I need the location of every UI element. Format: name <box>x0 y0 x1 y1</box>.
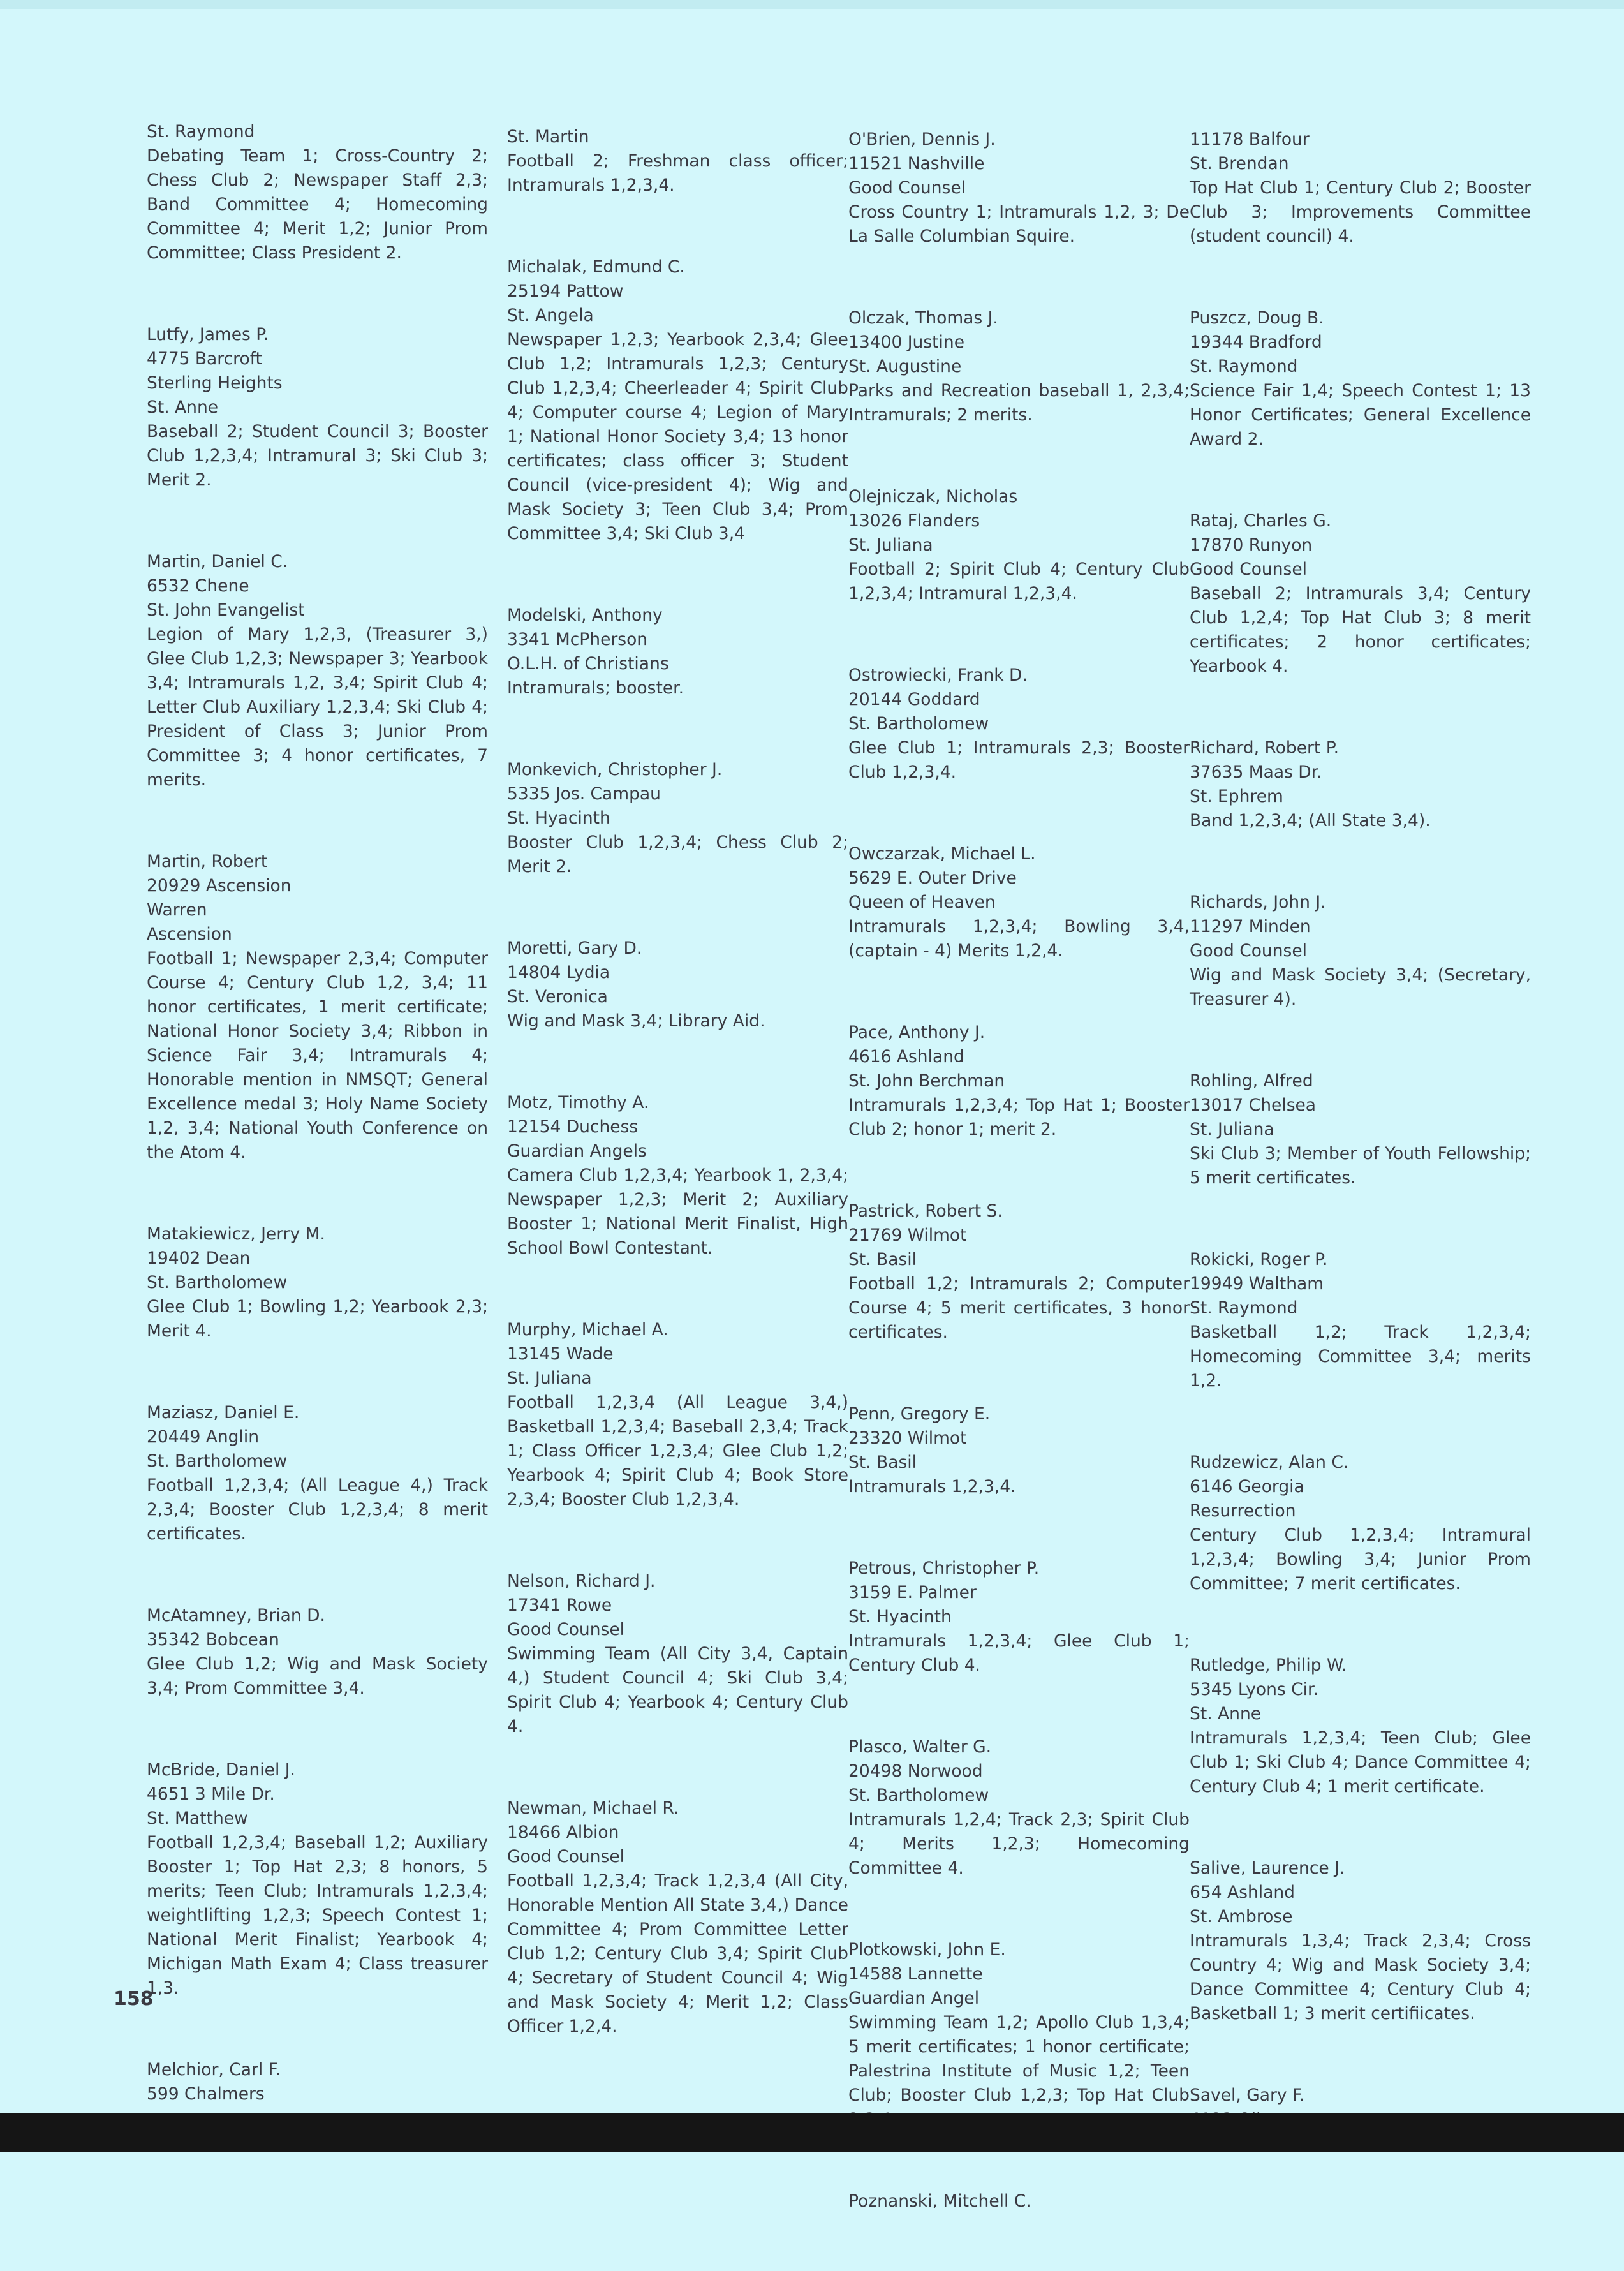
student-entry <box>507 1569 848 1739</box>
column-2 <box>507 125 848 2096</box>
entry-activities: Intramurals 1,2,3,4; Teen Club; Glee Club 1; Ski Club 4; Dance Committee 4; Century Club 4; 1 merit certificate. <box>1190 1728 1531 1796</box>
entry-activities: Football 1,2,3,4; Track 1,2,3,4 (All City, Honorable Mention All State 3,4,) Dance Committee 4; Prom Committee Letter Club 1,2; Century Club 3,4; Spirit Club 4; Secretary of Student Council 4; Wig and Mask Society 4; Merit 1,2; Class Officer 1,2,4. <box>507 1871 848 2036</box>
entry-activities: Intramurals 1,2,4; Track 2,3; Spirit Club 4; Merits 1,2,3; Homecoming Committee 4. <box>848 1810 1190 1878</box>
entry-activities: Basketball 1,2; Track 1,2,3,4; Homecoming Committee 3,4; merits 1,2. <box>1190 1322 1531 1391</box>
entry-heading: Richard, Robert P. <box>1190 738 1340 758</box>
entry-line: 37635 Maas Dr. <box>1190 762 1322 782</box>
entry-line: 19402 Dean <box>147 1248 251 1268</box>
entry-line: 20498 Norwood <box>848 1761 983 1781</box>
student-entry <box>147 850 488 1165</box>
entry-heading: Matakiewicz, Jerry M. <box>147 1224 325 1244</box>
entry-line: St. Augustine <box>848 357 962 376</box>
column-4 <box>1190 128 1531 2189</box>
student-entry <box>507 1091 848 1261</box>
entry-heading: St. Martin <box>507 127 589 147</box>
entry-line: 19344 Bradford <box>1190 332 1322 352</box>
entry-line: 17341 Rowe <box>507 1595 612 1615</box>
student-entry <box>1190 1653 1531 1799</box>
entry-line: St. Bartholomew <box>147 1451 288 1471</box>
entry-line: 20929 Ascension <box>147 876 292 896</box>
entry-line: Good Counsel <box>1190 559 1307 579</box>
entry-line: St. John Evangelist <box>147 600 305 620</box>
entry-activities: Intramurals 1,3,4; Track 2,3,4; Cross Country 4; Wig and Mask Society 3,4; Dance Committee 4; Century Club 4; Basketball 1; 3 merit certifiicates. <box>1190 1931 1531 2023</box>
entry-heading: Rutledge, Philip W. <box>1190 1655 1347 1675</box>
student-entry <box>848 1402 1190 1499</box>
entry-line: 4651 3 Mile Dr. <box>147 1784 275 1804</box>
entry-activities: Debating Team 1; Cross-Country 2; Chess Club 2; Newspaper Staff 2,3; Band Committee 4; Homecoming Committee 4; Merit 1,2; Junior Prom Committee; Class President 2. <box>147 146 488 263</box>
entry-activities: Football 2; Freshman class officer; Intramurals 1,2,3,4. <box>507 151 848 195</box>
entry-line: 5629 E. Outer Drive <box>848 868 1017 888</box>
student-entry <box>147 1401 488 1546</box>
entry-line: St. Veronica <box>507 987 608 1007</box>
entry-heading: Lutfy, James P. <box>147 325 269 344</box>
student-entry <box>1190 128 1531 249</box>
entry-heading: Pastrick, Robert S. <box>848 1201 1003 1221</box>
entry-activities: Intramurals 1,2,3,4. <box>848 1477 1016 1497</box>
entry-line: Queen of Heaven <box>848 892 996 912</box>
entry-heading: Maziasz, Daniel E. <box>147 1403 300 1423</box>
entry-activities: Swimming Team 1,2; Apollo Club 1,3,4; 5 merit certificates; 1 honor certificate; Palestrina Institute of Music 1,2; Teen Club; Booster Club 1,2,3; Top Hat Club <box>848 2013 1190 2105</box>
entry-heading: Murphy, Michael A. <box>507 1320 668 1340</box>
entry-line: 5345 Lyons Cir. <box>1190 1680 1318 1699</box>
entry-activities: Intramurals 1,2,3,4; Bowling 3,4, (captain - 4) Merits 1,2,4. <box>848 917 1190 961</box>
entry-activities: Band 1,2,3,4; (All State 3,4). <box>1190 811 1431 831</box>
entry-activities: Wig and Mask 3,4; Library Aid. <box>507 1011 765 1031</box>
entry-heading: St. Raymond <box>147 122 255 142</box>
entry-line: Ascension <box>147 924 232 944</box>
entry-line: 599 Chalmers <box>147 2084 265 2104</box>
student-entry <box>147 2058 488 2106</box>
entry-line: 4775 Barcroft <box>147 349 262 369</box>
entry-activities: Ski Club 3; Member of Youth Fellowship; 5 merit certificates. <box>1190 1144 1531 1188</box>
entry-activities: Baseball 2; Intramurals 3,4; Century Club 1,2,4; Top Hat Club 3; 8 merit certificates; 2 honor certificates; Yearbook 4. <box>1190 584 1531 676</box>
entry-line: 12154 Duchess <box>507 1117 639 1137</box>
student-entry <box>1190 1856 1531 2026</box>
entry-heading: Puszcz, Doug B. <box>1190 308 1324 328</box>
student-entry <box>507 1318 848 1512</box>
entry-activities: Intramurals 1,2,3,4; Top Hat 1; Booster Club 2; honor 1; merit 2. <box>848 1095 1190 1139</box>
student-entry <box>848 663 1190 785</box>
student-entry <box>1190 306 1531 452</box>
student-entry <box>848 1199 1190 1345</box>
entry-heading: Melchior, Carl F. <box>147 2060 281 2080</box>
student-entry <box>848 1557 1190 1678</box>
entry-line: 17870 Runyon <box>1190 535 1313 555</box>
entry-line: St. John Berchman <box>848 1071 1005 1091</box>
entry-line: St. Matthew <box>147 1809 248 1828</box>
entry-line: St. Juliana <box>507 1368 592 1388</box>
entry-activities: Football 1,2; Intramurals 2; Computer Course 4; 5 merit certificates, 3 honor certificates. <box>848 1274 1190 1342</box>
student-entry <box>848 1021 1190 1142</box>
student-entry <box>507 125 848 198</box>
student-entry <box>848 2189 1190 2214</box>
entry-line: St. Angela <box>507 306 594 325</box>
student-entry <box>507 1796 848 2039</box>
student-entry <box>507 255 848 546</box>
entry-heading: Nelson, Richard J. <box>507 1571 656 1591</box>
entry-line: St. Bartholomew <box>147 1273 288 1292</box>
entry-heading: Rataj, Charles G. <box>1190 511 1332 531</box>
entry-heading: Rokicki, Roger P. <box>1190 1250 1328 1269</box>
entry-line: Warren <box>147 900 207 920</box>
entry-line: St. Hyacinth <box>507 808 610 828</box>
entry-activities: Glee Club 1; Bowling 1,2; Yearbook 2,3; Merit 4. <box>147 1297 488 1341</box>
entry-activities: Cross Country 1; Intramurals 1,2, 3; De La Salle Columbian Squire. <box>848 202 1190 246</box>
entry-line: 6532 Chene <box>147 576 249 596</box>
entry-activities: Top Hat Club 1; Century Club 2; Booster Club 3; Improvements Committee (student council) 4. <box>1190 178 1531 246</box>
entry-heading: Newman, Michael R. <box>507 1798 679 1818</box>
entry-activities: Booster Club 1,2,3,4; Chess Club 2; Merit 2. <box>507 832 848 877</box>
entry-activities: Swimming Team (All City 3,4, Captain 4,) Student Council 4; Ski Club 3,4; Spirit Club 4; Yearbook 4; Century Club 4. <box>507 1644 848 1736</box>
entry-heading: Petrous, Christopher P. <box>848 1558 1040 1578</box>
student-entry <box>1190 1451 1531 1596</box>
entry-line: St. Ambrose <box>1190 1907 1293 1927</box>
entry-heading: Michalak, Edmund C. <box>507 257 685 277</box>
entry-heading: Rohling, Alfred <box>1190 1071 1313 1091</box>
student-entry <box>1190 891 1531 1012</box>
entry-heading: Motz, Timothy A. <box>507 1093 649 1113</box>
entry-line: 13017 Chelsea <box>1190 1095 1317 1115</box>
student-entry <box>848 128 1190 249</box>
student-entry <box>1190 736 1531 833</box>
entry-heading: McAtamney, Brian D. <box>147 1606 325 1625</box>
entry-activities: Century Club 1,2,3,4; Intramural 1,2,3,4; Bowling 3,4; Junior Prom Committee; 7 merit certificates. <box>1190 1525 1531 1594</box>
student-entry <box>507 936 848 1033</box>
entry-line: 18466 Albion <box>507 1823 619 1842</box>
entry-heading: Owczarzak, Michael L. <box>848 844 1036 864</box>
entry-heading: Modelski, Anthony <box>507 605 663 625</box>
entry-activities: Baseball 2; Student Council 3; Booster Club 1,2,3,4; Intramural 3; Ski Club 3; Merit 2. <box>147 422 488 490</box>
entry-heading: 11178 Balfour <box>1190 129 1310 149</box>
entry-activities: Football 1,2,3,4 (All League 3,4,) Basketball 1,2,3,4; Baseball 2,3,4; Track 1; Class Officer 1,2,3,4; Glee Club 1,2; Yearbook 4; Spirit Club 4; Book Store 2,3,4; Booster Club 1,2,3,4. <box>507 1393 848 1509</box>
entry-line: 23320 Wilmot <box>848 1428 967 1448</box>
entry-activities: Wig and Mask Society 3,4; (Secretary, Treasurer 4). <box>1190 965 1531 1009</box>
entry-heading: Penn, Gregory E. <box>848 1404 991 1424</box>
entry-line: 25194 Pattow <box>507 281 624 301</box>
entry-line: 14588 Lannette <box>848 1964 983 1984</box>
entry-heading: Monkevich, Christopher J. <box>507 760 723 780</box>
entry-line: 13400 Justine <box>848 332 964 352</box>
entry-line: 19949 Waltham <box>1190 1274 1324 1294</box>
column-1 <box>147 120 488 2164</box>
entry-heading: Richards, John J. <box>1190 892 1326 912</box>
column-3 <box>848 128 1190 2271</box>
entry-line: 11521 Nashville <box>848 154 985 174</box>
entry-line: 4616 Ashland <box>848 1047 964 1067</box>
entry-heading: Olejniczak, Nicholas <box>848 487 1018 507</box>
entry-heading: Ostrowiecki, Frank D. <box>848 665 1028 685</box>
entry-line: Guardian Angels <box>507 1141 647 1161</box>
top-edge-band <box>0 0 1624 9</box>
entry-line: St. Juliana <box>848 535 933 555</box>
entry-heading: Olczak, Thomas J. <box>848 308 998 328</box>
student-entry <box>848 1938 1190 2132</box>
entry-heading: O'Brien, Dennis J. <box>848 129 996 149</box>
entry-activities: Glee Club 1,2; Wig and Mask Society 3,4; Prom Committee 3,4. <box>147 1654 488 1698</box>
entry-line: St. Basil <box>848 1453 917 1472</box>
entry-line: 21769 Wilmot <box>848 1225 967 1245</box>
entry-activities: Legion of Mary 1,2,3, (Treasurer 3,) Glee Club 1,2,3; Newspaper 3; Yearbook 3,4; Intramurals 1,2, 3,4; Spirit Club 4; Letter Club Auxiliary 1,2,3,4; Ski Club 4; President of Class 3; Junior Prom Committee 3; 4 honor certificates, 7 merits. <box>147 625 488 790</box>
student-entry <box>507 603 848 700</box>
student-entry <box>147 1604 488 1701</box>
entry-line: St. Bartholomew <box>848 714 989 734</box>
entry-line: St. Juliana <box>1190 1120 1274 1139</box>
entry-heading: Savel, Gary F. <box>1190 2085 1305 2105</box>
student-entry <box>848 306 1190 427</box>
entry-line: St. Anne <box>1190 1704 1262 1724</box>
student-entry <box>1190 1248 1531 1393</box>
entry-heading: Salive, Laurence J. <box>1190 1858 1345 1878</box>
entry-activities: Intramurals 1,2,3,4; Glee Club 1; Century Club 4. <box>848 1631 1190 1675</box>
entry-heading: Poznanski, Mitchell C. <box>848 2191 1031 2211</box>
entry-heading: Martin, Daniel C. <box>147 552 288 572</box>
entry-heading: Plasco, Walter G. <box>848 1737 992 1757</box>
entry-line: O.L.H. of Christians <box>507 654 669 674</box>
entry-line: St. Raymond <box>1190 357 1298 376</box>
entry-line: St. Ephrem <box>1190 787 1283 806</box>
entry-line: Good Counsel <box>1190 941 1307 961</box>
entry-line: St. Brendan <box>1190 154 1289 174</box>
entry-line: 13145 Wade <box>507 1344 614 1364</box>
entry-line: Guardian Angel <box>848 1988 980 2008</box>
entry-line: 654 Ashland <box>1190 1883 1295 1902</box>
student-entry <box>848 1735 1190 1881</box>
student-entry <box>1190 509 1531 679</box>
entry-heading: Martin, Robert <box>147 852 268 871</box>
entry-line: 35342 Bobcean <box>147 1630 279 1650</box>
student-entry <box>147 550 488 792</box>
student-entry <box>848 842 1190 963</box>
entry-activities: Glee Club 1; Intramurals 2,3; Booster Club 1,2,3,4. <box>848 738 1190 782</box>
entry-activities: Camera Club 1,2,3,4; Yearbook 1, 2,3,4; Newspaper 1,2,3; Merit 2; Auxiliary Booster 1; National Merit Finalist, High School Bowl Contestant. <box>507 1165 848 1258</box>
entry-activities: Football 1,2,3,4; Baseball 1,2; Auxiliary Booster 1; Top Hat 2,3; 8 honors, 5 merits; Teen Club; Intramurals 1,2,3,4; weightlifting 1,2,3; Speech Contest 1; National Merit Finalist; Yearbook 4; Michigan Math Exam 4; Class treasurer 1,3. <box>147 1833 488 1998</box>
entry-heading: Moretti, Gary D. <box>507 938 642 958</box>
entry-activities: Intramurals; booster. <box>507 678 684 698</box>
entry-heading: Rudzewicz, Alan C. <box>1190 1453 1349 1472</box>
entry-activities: Football 1,2,3,4; (All League 4,) Track 2,3,4; Booster Club 1,2,3,4; 8 merit certificates. <box>147 1476 488 1544</box>
entry-line: Sterling Heights <box>147 373 283 393</box>
entry-activities: Parks and Recreation baseball 1, 2,3,4; Intramurals; 2 merits. <box>848 381 1190 425</box>
page-number: 158 <box>114 1988 154 2010</box>
student-entry <box>147 323 488 492</box>
student-entry <box>147 1222 488 1343</box>
student-entry <box>147 120 488 265</box>
entry-line: 3341 McPherson <box>507 630 648 649</box>
entry-heading: Pace, Anthony J. <box>848 1023 985 1042</box>
entry-heading: McBride, Daniel J. <box>147 1760 295 1780</box>
student-entry <box>507 758 848 879</box>
student-entry <box>1190 1069 1531 1190</box>
entry-line: St. Hyacinth <box>848 1607 952 1627</box>
entry-line: St. Anne <box>147 397 219 417</box>
entry-heading: Plotkowski, John E. <box>848 1940 1006 1960</box>
entry-activities: Football 2; Spirit Club 4; Century Club 1,2,3,4; Intramural 1,2,3,4. <box>848 559 1190 603</box>
entry-line: St. Bartholomew <box>848 1786 989 1805</box>
entry-line: St. Raymond <box>1190 1298 1298 1318</box>
entry-line: 13026 Flanders <box>848 511 980 531</box>
entry-line: Good Counsel <box>848 178 966 198</box>
entry-activities: Science Fair 1,4; Speech Contest 1; 13 Honor Certificates; General Excellence Award 2. <box>1190 381 1531 449</box>
entry-activities: Football 1; Newspaper 2,3,4; Computer Course 4; Century Club 1,2, 3,4; 11 honor certificates, 1 merit certificate; National Honor Society 3,4; Ribbon in Science Fair 3,4; Intramurals 4; Honorable mention in NMSQT; General Excellence medal 3; Holy Name Society 1,2, 3,4; National Youth Conference on the Atom 4. <box>147 949 488 1162</box>
student-entry <box>848 485 1190 606</box>
entry-line: 20144 Goddard <box>848 690 980 709</box>
entry-activities: Newspaper 1,2,3; Yearbook 2,3,4; Glee Club 1,2; Intramurals 1,2,3; Century Club 1,2,3,4; Cheerleader 4; Spirit Club 4; Computer course 4; Legion of Mary 1; National Honor Society 3,4; 13 honor certificates; class officer 3; Student Council (vice-president 4); Wig and Mask Society 3; Teen Club 3,4; Prom Committee 3,4; Ski Club 3,4 <box>507 330 848 544</box>
entry-line: 11297 Minden <box>1190 917 1311 936</box>
entry-line: 6146 Georgia <box>1190 1477 1304 1497</box>
entry-line: St. Basil <box>848 1250 917 1269</box>
student-entry <box>147 1758 488 2001</box>
entry-line: Good Counsel <box>507 1847 624 1867</box>
entry-line: 3159 E. Palmer <box>848 1583 977 1602</box>
entry-line: 20449 Anglin <box>147 1427 259 1447</box>
entry-line: Good Counsel <box>507 1620 624 1639</box>
entry-line: 5335 Jos. Campau <box>507 784 661 804</box>
entry-line: 14804 Lydia <box>507 963 610 982</box>
bottom-edge-band <box>0 2113 1624 2152</box>
entry-line: Resurrection <box>1190 1501 1296 1521</box>
